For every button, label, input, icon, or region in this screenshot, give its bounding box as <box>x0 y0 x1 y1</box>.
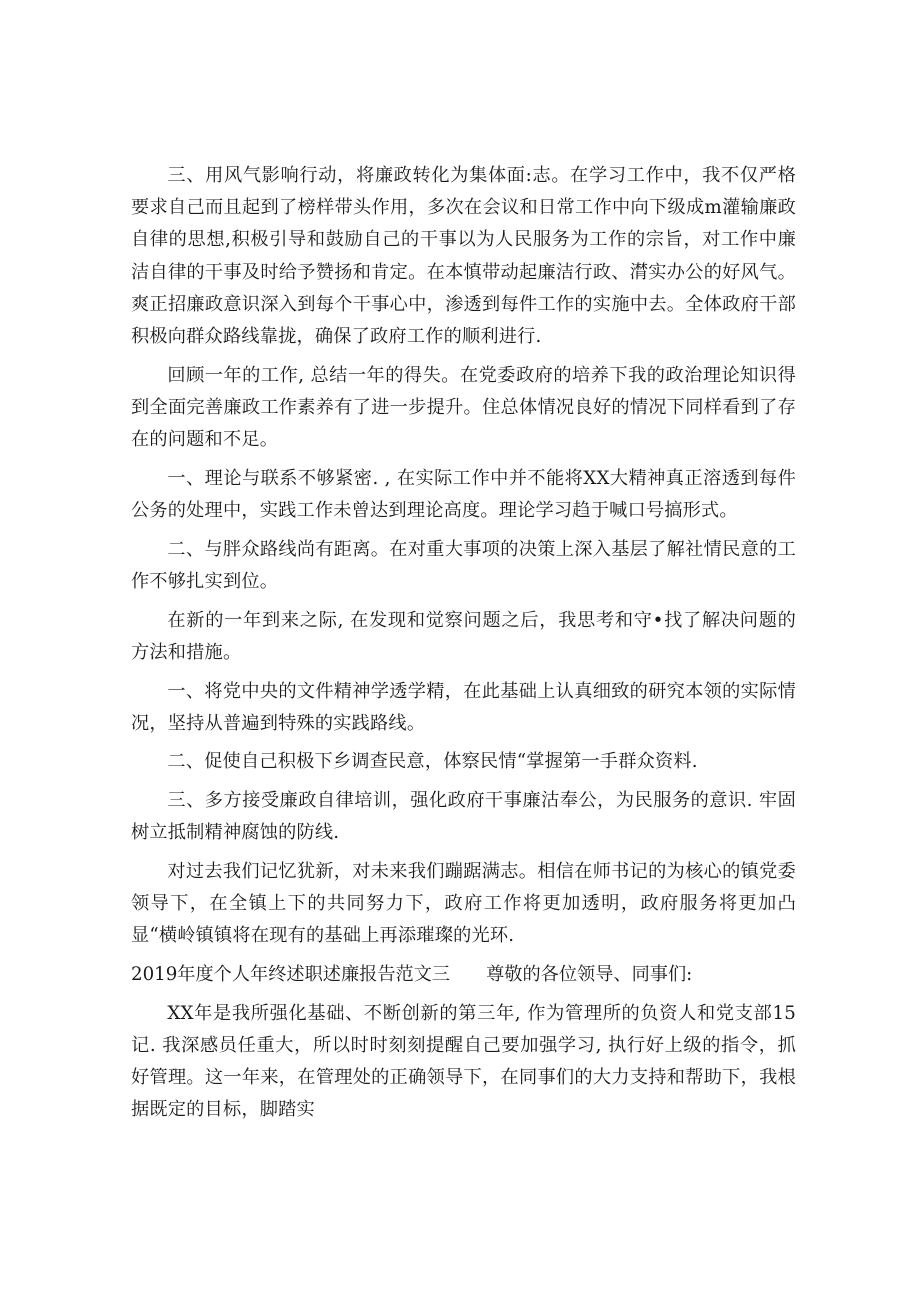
document-page <box>131 160 796 1133</box>
paragraph-5: 在新的一年到来之际, 在发现和觉察问题之后，我思考和守•找了解决问题的方法和措施。 <box>131 609 796 663</box>
report-heading-line <box>131 959 796 991</box>
report-greeting: 尊敬的各位领导、同事们: <box>486 964 693 986</box>
paragraph-7: 二、促使自己积极下乡调查民意，体察民情“掌握第一手群众资料. <box>167 751 698 773</box>
paragraph-9: 对过去我们记忆犹新，对未来我们蹦踞满志。相信在师书记的为核心的镇党委领导下，在全镇上下的共同努力下，政府工作将更加透明，政府服务将更加凸显“横岭镇镇将在现有的基础上再添璀璨的光环. <box>131 861 796 947</box>
paragraph-6: 一、将党中央的文件精神学透学精，在此基础上认真细致的研究本领的实际情况，坚持从普遍到特殊的实践路线。 <box>131 680 796 734</box>
paragraph-8: 三、多方接受廉政自律培训，强化政府干事廉沽奉公，为民服务的意识. 牢固树立抵制精神腐蚀的防线. <box>131 790 796 844</box>
paragraph-3: 一、理论与联系不够紧密. , 在实际工作中并不能将XX大精神真正溶透到每件公务的处理中，实践工作未曾达到理论高度。理论学习趋于喊口号搞形式。 <box>131 467 796 522</box>
report-title: 2019年度个人年终述职述廉报告范文三 <box>131 964 451 986</box>
paragraph-1: 三、用风气影响行动，将廉政转化为集体面:志。在学习工作中，我不仅严格要求自己而且起到了榜样带头作用，多次在会议和日常工作中向下级成m灌输廉政自律的思想,积极引导和鼓励自己的干事以为人民服务为工作的宗旨，对工作中廉洁自律的干事及时给予赞扬和肯定。在本慎带动起廉洁行政、潸实办公的好风气。爽正招廉政意识深入到每个干事心中，渗透到每件工作的实施中去。全体政府干部积极向群众路线靠拢，确保了政府工作的顺利进行. <box>131 165 796 348</box>
paragraph-2: 回顾一年的工作, 总结一年的得失。在党委政府的培养下我的政治理论知识得到全面完善廉政工作素养有了进一步提升。住总体情况良好的情况下同样看到了存在的问题和不足。 <box>131 364 796 451</box>
final-paragraph: XX年是我所强化基础、不断创新的第三年, 作为管理所的负资人和党支部15记. 我深感员任重大，所以时时刻刻提醒自己要加强学习, 执行好上级的指令，抓好管理。这一年来，在管理处的正确领导下，在同事们的大力支持和帮助下，我根据既定的目标，脚踏实 <box>131 1002 796 1121</box>
paragraph-4: 二、与胖众路线尚有距离。在对重大事项的决策上深入基层了解社情民意的工作不够扎实到位。 <box>131 538 796 592</box>
